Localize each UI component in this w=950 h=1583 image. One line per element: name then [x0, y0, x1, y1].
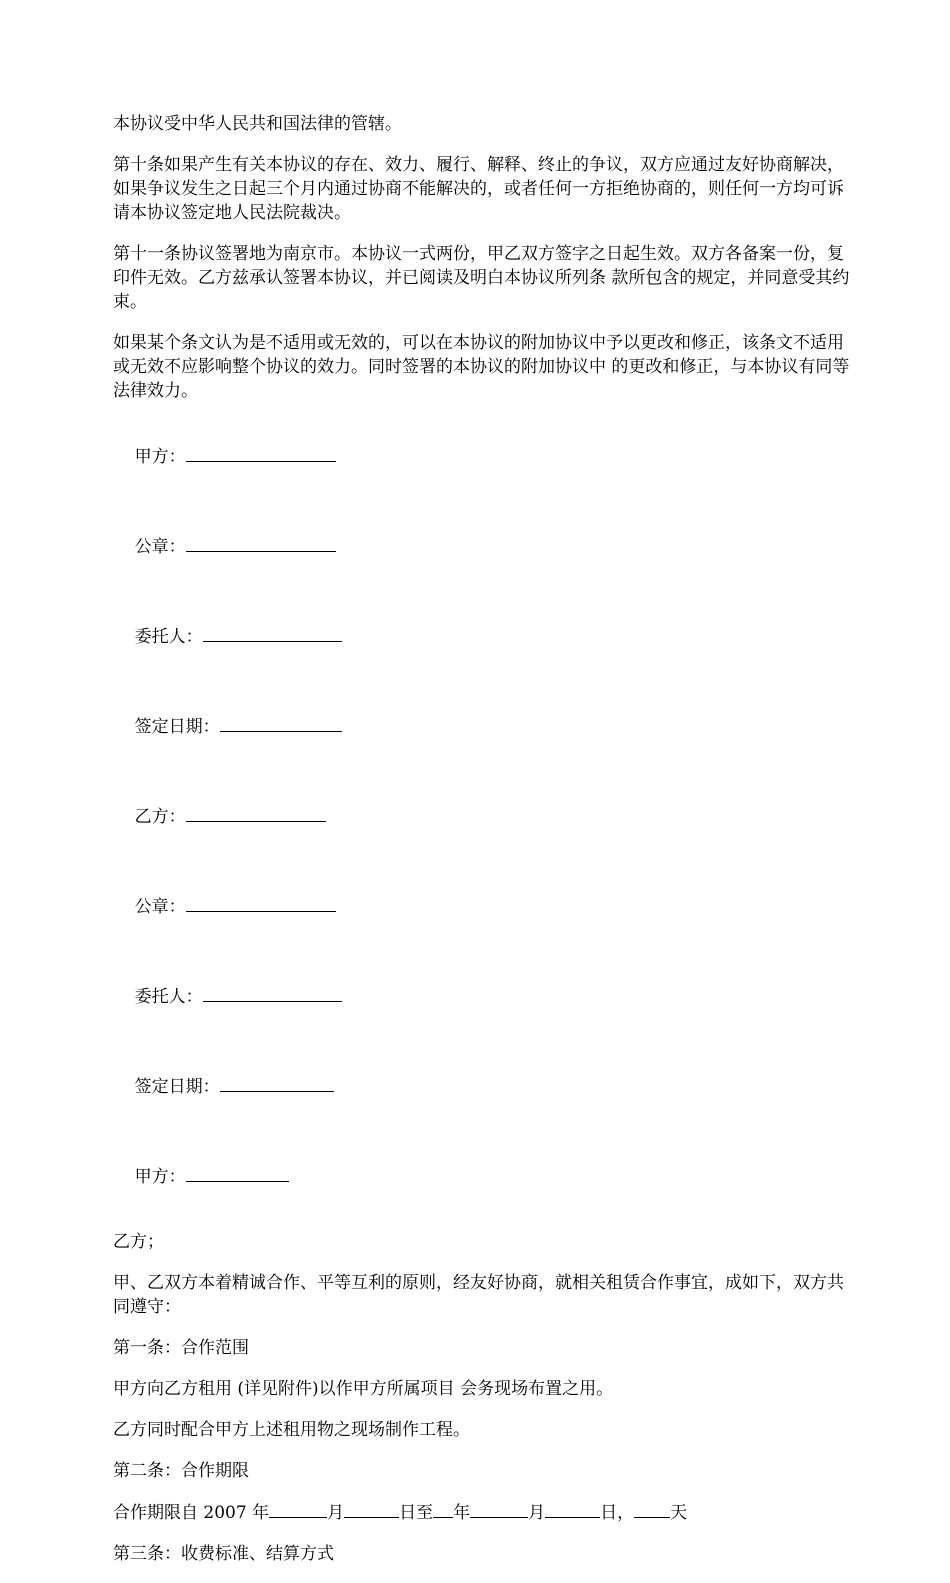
signature-blank[interactable] [220, 714, 342, 732]
signature-line-date-a [113, 690, 853, 763]
term-year-2-blank[interactable] [433, 1500, 453, 1518]
term-day-2: 日， [600, 1503, 635, 1523]
signature-line-party-b [113, 780, 853, 853]
signature-line-agent-a [113, 600, 853, 673]
term-month-1: 月 [327, 1503, 345, 1523]
signature-label: 委托人： [134, 627, 203, 647]
signature-label: 公章： [134, 537, 186, 557]
signature-label: 甲方： [134, 1167, 186, 1187]
contract-party-b-line: 乙方； [113, 1232, 164, 1252]
term-day-1: 日至 [399, 1503, 434, 1523]
term-days: 天 [670, 1503, 688, 1523]
article-10-paragraph: 第十条如果产生有关本协议的存在、效力、履行、解释、终止的争议，双方应通过友好协商解决， 如果争议发生之日起三个月内通过协商不能解决的，或者任何一方拒绝协商的，则任何一方均可诉请本协议签定地人民法院裁决。 [113, 155, 850, 223]
signature-blank[interactable] [203, 984, 342, 1002]
signature-label: 签定日期： [134, 717, 220, 737]
signature-blank[interactable] [220, 1074, 334, 1092]
article-3-title: 第三条：收费标准、结算方式 [113, 1544, 334, 1564]
invalid-clause-paragraph: 如果某个条文认为是不适用或无效的，可以在本协议的附加协议中予以更改和修正，该条文不适用或无效不应影响整个协议的效力。同时签署的本协议的附加协议中 的更改和修正，与本协议有同等法律效力。 [113, 333, 850, 401]
signature-label: 乙方： [134, 807, 186, 827]
term-prefix: 合作期限自 2007 年 [113, 1503, 270, 1523]
signature-blank[interactable] [186, 444, 336, 462]
signature-line-seal-a [113, 510, 853, 583]
document-page [113, 112, 853, 1583]
term-days-blank[interactable] [634, 1500, 670, 1518]
article-1-title: 第一条：合作范围 [113, 1338, 249, 1358]
signature-blank[interactable] [203, 624, 342, 642]
signature-blank[interactable] [186, 894, 336, 912]
law-clause: 本协议受中华人民共和国法律的管辖。 [113, 114, 402, 134]
article-11-paragraph: 第十一条协议签署地为南京市。本协议一式两份，甲乙双方签字之日起生效。双方各备案一份，复印件无效。乙方兹承认签署本协议，并已阅读及明白本协议所列条 款所包含的规定，并同意受其约束。 [113, 244, 850, 312]
term-year-2: 年 [453, 1503, 471, 1523]
signature-line-agent-b [113, 960, 853, 1033]
signature-blank[interactable] [186, 1164, 289, 1182]
signature-label: 甲方： [134, 447, 186, 467]
signature-line-party-a [113, 420, 853, 493]
term-month-2-blank[interactable] [470, 1500, 528, 1518]
signature-label: 公章： [134, 897, 186, 917]
article-2-title: 第二条：合作期限 [113, 1461, 249, 1481]
signature-blank[interactable] [186, 804, 326, 822]
article-1-paragraph-1: 甲方向乙方租用 (详见附件)以作甲方所属项目 会务现场布置之用。 [113, 1379, 614, 1399]
signature-label: 签定日期： [134, 1077, 220, 1097]
article-1-paragraph-2: 乙方同时配合甲方上述租用物之现场制作工程。 [113, 1420, 470, 1440]
signature-blank[interactable] [186, 534, 336, 552]
signature-label: 委托人： [134, 987, 203, 1007]
term-month-1-blank[interactable] [269, 1500, 327, 1518]
contract-party-a-line [113, 1140, 853, 1213]
term-month-2: 月 [528, 1503, 546, 1523]
signature-line-seal-b [113, 870, 853, 943]
term-day-1-blank[interactable] [344, 1500, 399, 1518]
contract-intro: 甲、乙双方本着精诚合作、平等互利的原则，经友好协商，就相关租赁合作事宜，成如下，双方共同遵守： [113, 1273, 844, 1317]
contract-term-line [113, 1500, 853, 1525]
term-day-2-blank[interactable] [545, 1500, 600, 1518]
signature-line-date-b [113, 1050, 853, 1123]
